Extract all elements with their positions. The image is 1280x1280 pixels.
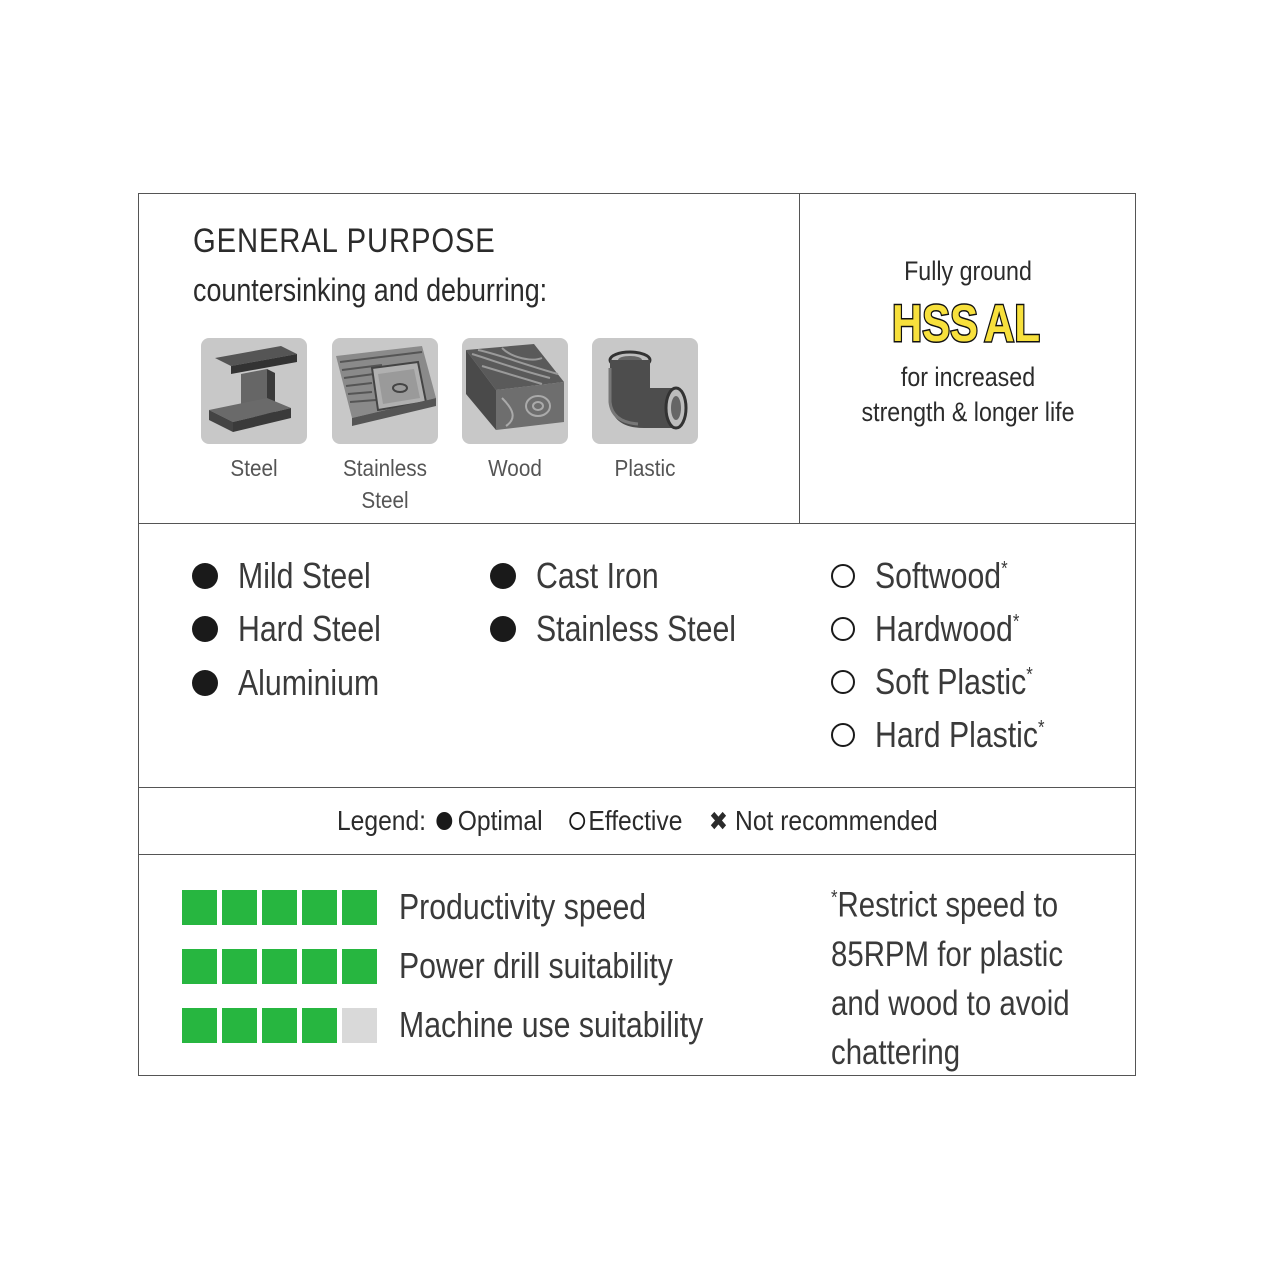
material-label: Plastic (614, 455, 676, 481)
rating-square-empty (342, 1008, 377, 1043)
material-row (831, 556, 1033, 596)
rating-square-filled (262, 949, 297, 984)
hss-logo-right: AL (984, 295, 1040, 349)
sink-icon (332, 338, 438, 444)
hss-bottom-line2: strength & longer life (861, 397, 1075, 427)
effective-ring-icon (831, 617, 855, 641)
page-subtitle: countersinking and deburring: (193, 272, 548, 308)
rating-square-filled (182, 1008, 217, 1043)
rating-square-filled (342, 890, 377, 925)
not-recommended-x-icon: ✖ (708, 805, 728, 836)
rating-label: Power drill suitability (399, 945, 673, 986)
effective-ring-icon (831, 670, 855, 694)
hss-logo-left: HSS (892, 295, 978, 349)
rating-label: Machine use suitability (399, 1004, 704, 1045)
rating-square-filled (262, 890, 297, 925)
legend-label: Legend: (336, 805, 426, 836)
page-title: GENERAL PURPOSE (193, 222, 496, 260)
material-name: Hard Steel (238, 608, 381, 649)
rating-square-filled (222, 890, 257, 925)
material-row (192, 609, 408, 649)
optimal-dot-icon (436, 812, 452, 830)
material-name: Cast Iron (536, 555, 659, 596)
spec-card (138, 193, 1136, 1076)
rating-square-filled (302, 949, 337, 984)
material-name: Hardwood* (875, 608, 1020, 649)
material-name: Stainless Steel (536, 608, 737, 649)
rating-square-filled (342, 949, 377, 984)
material-row (490, 609, 774, 649)
rating-row (182, 1005, 761, 1045)
material-stainless-steel (332, 338, 438, 516)
material-label: Steel (230, 455, 278, 481)
hss-top-text: Fully ground (904, 256, 1032, 286)
legend (139, 788, 1135, 854)
hss-al-panel (799, 194, 1137, 430)
material-name: Soft Plastic* (875, 661, 1033, 702)
rating-label: Productivity speed (399, 886, 647, 927)
rating-row (182, 887, 693, 927)
steel-beam-icon (201, 338, 307, 444)
effective-ring-icon (569, 812, 585, 830)
material-row (490, 556, 682, 596)
legend-not-recommended: Not recommended (734, 805, 938, 836)
rating-bar (182, 890, 377, 925)
speed-note: *Restrict speed to 85RPM for plastic and wood to avoid chattering (831, 885, 1070, 1072)
material-row (831, 715, 1077, 755)
material-row (192, 663, 406, 703)
legend-effective: Effective (588, 805, 683, 836)
optimal-dot-icon (192, 670, 218, 696)
rating-square-filled (182, 949, 217, 984)
divider (139, 854, 1135, 855)
material-name: Mild Steel (238, 555, 371, 596)
legend-optimal: Optimal (457, 805, 543, 836)
material-label: Wood (488, 455, 542, 481)
material-name: Aluminium (238, 662, 380, 703)
rating-row (182, 946, 725, 986)
material-row (192, 556, 396, 596)
divider (139, 523, 1135, 524)
wood-log-icon (462, 338, 568, 444)
hss-al-logo (888, 293, 1048, 349)
hss-bottom-line1: for increased (900, 362, 1036, 392)
rating-square-filled (222, 949, 257, 984)
material-row (831, 662, 1063, 702)
material-name: Softwood* (875, 555, 1008, 596)
optimal-dot-icon (192, 563, 218, 589)
rating-square-filled (302, 890, 337, 925)
rating-square-filled (222, 1008, 257, 1043)
material-steel (201, 338, 307, 484)
effective-ring-icon (831, 723, 855, 747)
optimal-dot-icon (490, 563, 516, 589)
material-row (831, 609, 1047, 649)
pipe-elbow-icon (592, 338, 698, 444)
effective-ring-icon (831, 564, 855, 588)
rating-bar (182, 1008, 377, 1043)
rating-square-filled (182, 890, 217, 925)
rating-square-filled (302, 1008, 337, 1043)
material-name: Hard Plastic* (875, 714, 1045, 755)
optimal-dot-icon (192, 616, 218, 642)
optimal-dot-icon (490, 616, 516, 642)
material-wood (462, 338, 568, 484)
rating-bar (182, 949, 377, 984)
material-plastic (592, 338, 698, 484)
rating-square-filled (262, 1008, 297, 1043)
material-label: Stainless Steel (342, 455, 427, 513)
